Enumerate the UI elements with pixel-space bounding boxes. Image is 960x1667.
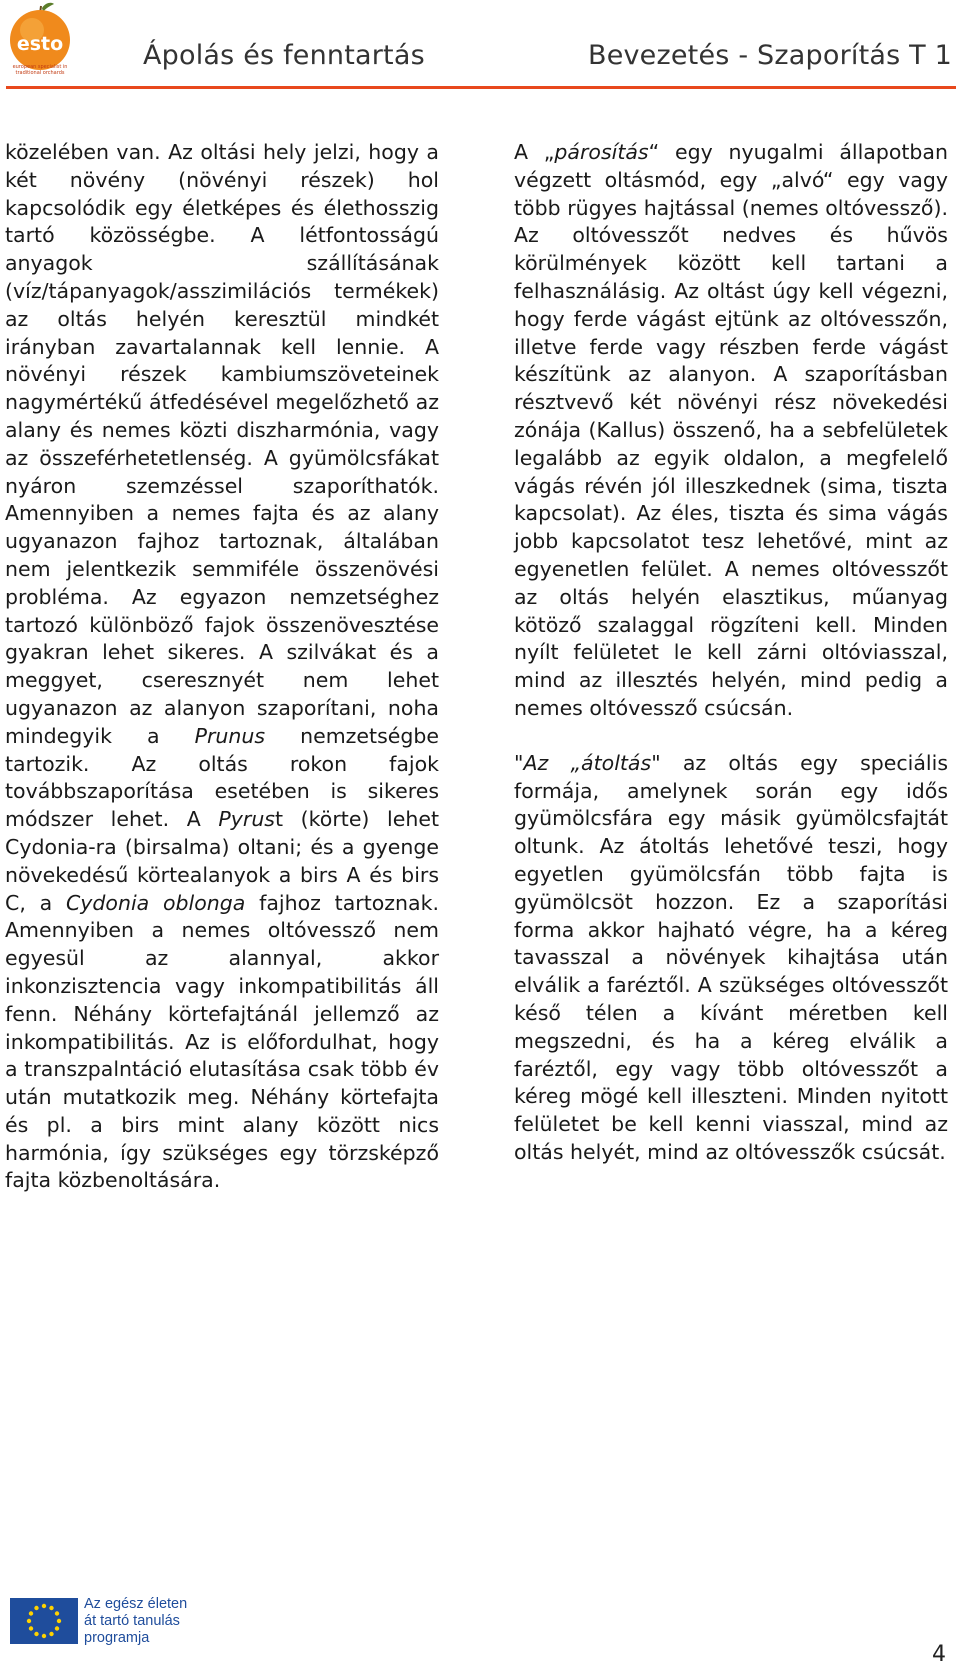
page-number: 4 [932, 1642, 946, 1667]
svg-text:european specialist in: european specialist in [12, 64, 68, 70]
section-title: Ápolás és fenntartás [143, 40, 425, 71]
chapter-title: Bevezetés - Szaporítás T 1 [587, 40, 952, 71]
page-header [0, 0, 960, 95]
eu-lifelong-learning-logo [10, 1594, 210, 1648]
eu-flag-icon [10, 1598, 78, 1644]
esto-logo [6, 2, 74, 82]
paragraph-parositas: A „párosítás“ egy nyugalmi állapotban végzett oltásmód, egy „alvó“ egy vagy több rügyes hajtással (nemes oltóvessző). Az oltóvesszőt nedves és hűvös körülmények között kell tartani a felhasználásig. Az oltást úgy kell végezni, hogy ferde vágást ejtünk az oltóvesszőn, illetve ferde vagy részben ferde vágást készítünk az alanyon. A szaporításban résztvevő két növényi rész növekedési zónája (Kallus) összenő, ha a sebfelületek legalább az egyik oldalon, a megfelelő vágás révén jól illeszkednek (sima, tiszta kapcsolat). Az éles, tiszta és sima vágás jobb kapcsolatot tesz lehetővé, mint az egyenetlen felület. A nemes oltóvesszőt az oltás helyén elasztikus, műanyag kötöző szalaggal rögzíteni kell. Minden nyílt felületet le kell zárni oltóviasszal, mind az illesztés helyén, mind pedig a nemes oltóvessző csúcsán. [514, 140, 948, 720]
svg-text:traditional orchards: traditional orchards [15, 70, 65, 76]
paragraph: közelében van. Az oltási hely jelzi, hogy a két növény (növényi részek) hol kapcsolódik egy életképes és élethosszig tartó közösségbe. A létfontosságú anyagok szállításának (víz/tápanyagok/asszimilációs termékek) az oltás helyén keresztül mindkét irányban zavartalannak kell lennie. A növényi részek kambiumszöveteinek nagymértékű átfedésével megelőzhető az alany és nemes közti diszharmónia, vagy az összeférhetetlenség. A gyümölcsfákat nyáron szemzéssel szaporíthatók. Amennyiben a nemes fajta és az alany ugyanazon fajhoz tartoznak, általában nem jelentkezik semmiféle összenövési probléma. Az egyazon nemzetséghez tartozó különböző fajok összenövesztése gyakran lehet sikeres. A szilvákat és a meggyet, cseresznyét nem lehet ugyanazon az alanyon szaporítani, noha mindegyik a Prunus nemzetségbe tartozik. Az oltás rokon fajok továbbszaporítása esetében is sikeres módszer lehet. A Pyrust (körte) lehet Cydonia-ra (birsalma) oltani; és a gyenge növekedésű körtealanyok a birs A és birs C, a Cydonia oblonga fajhoz tartoznak. Amennyiben a nemes oltóvessző nem egyesül az alannyal, akkor inkonzisztencia vagy inkompatibilitás áll fenn. Néhány körtefajtánál jellemző az inkompatibilitás. Az is előfordulhat, hogy a transzpalntáció elutasítása csak több év után mutatkozik meg. Néhány körtefajta és pl. a birs mint alany között nics harmónia, így szükséges egy törzsképző fajta közbenoltására. [5, 140, 440, 1193]
left-text-column [5, 139, 439, 1195]
right-text-column [514, 139, 948, 1167]
paragraph-atoltas: "Az „átoltás" az oltás egy speciális formája, amelynek során egy idős gyümölcsfára egy másik gyümölcsfajtát oltunk. Az átoltás lehetővé teszi, hogy egyetlen gyümölcsfán több fajta is gyümölcsöt hozzon. Ez a szaporítási forma akkor hajható végre, ha a kéreg tavasszal a növények kihajtása után elválik a faréztől. A szükséges oltóvesszőt késő télen a kívánt méretben kell megszedni, és ha a kéreg elválik a faréztől, egy vagy több oltóvesszőt a kéreg mögé kell illeszteni. Minden nyitott felületet be kell kenni viasszal, mind az oltás helyét, mind az oltóvesszők csúcsát. [514, 750, 948, 1164]
svg-text:esto: esto [16, 33, 64, 55]
eu-program-name: Az egész életen át tartó tanulás programja [84, 1596, 188, 1646]
header-divider [6, 86, 956, 89]
